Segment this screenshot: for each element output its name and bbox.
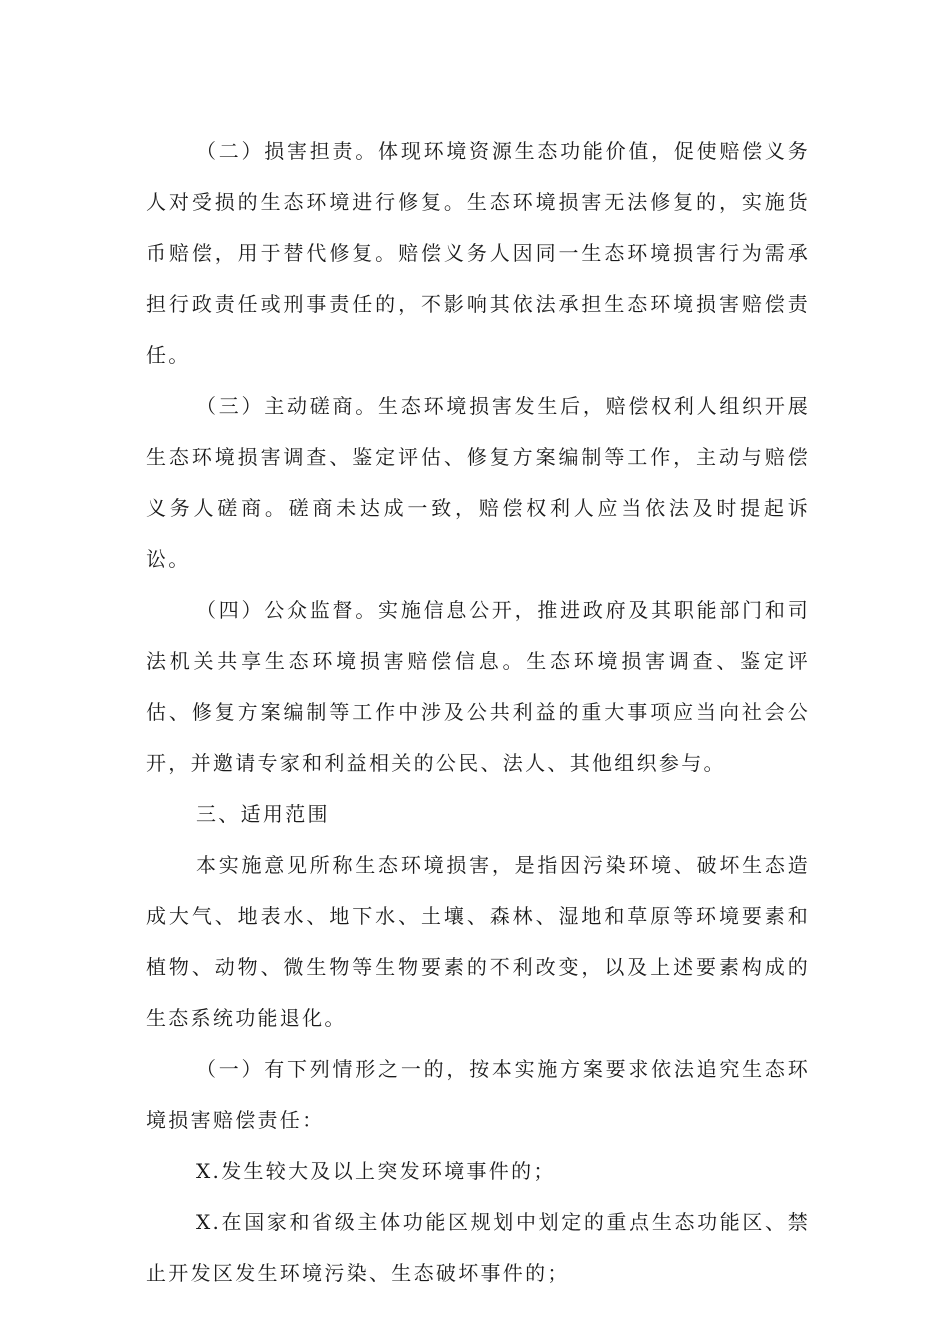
document-body: [146, 126, 810, 1299]
paragraph-public-supervision: （四）公众监督。实施信息公开，推进政府及其职能部门和司法机关共享生态环境损害赔偿信息。生态环境损害调查、鉴定评估、修复方案编制等工作中涉及公共利益的重大事项应当向社会公开，并邀请专家和利益相关的公民、法人、其他组织参与。: [146, 598, 810, 775]
paragraph-damage-liability: （二）损害担责。体现环境资源生态功能价值，促使赔偿义务人对受损的生态环境进行修复。生态环境损害无法修复的，实施货币赔偿，用于替代修复。赔偿义务人因同一生态环境损害行为需承担行政责任或刑事责任的，不影响其依法承担生态环境损害赔偿责任。: [146, 139, 810, 367]
paragraph-active-consultation: （三）主动磋商。生态环境损害发生后，赔偿权利人组织开展生态环境损害调查、鉴定评估、修复方案编制等工作，主动与赔偿义务人磋商。磋商未达成一致，赔偿权利人应当依法及时提起诉讼。: [146, 394, 810, 571]
list-item-1: X.发生较大及以上突发环境事件的；: [196, 1159, 556, 1183]
list-item-2: X.在国家和省级主体功能区规划中划定的重点生态功能区、禁止开发区发生环境污染、生态破坏事件的；: [146, 1210, 810, 1285]
section-heading-scope: 三、适用范围: [196, 802, 330, 826]
paragraph-definition: 本实施意见所称生态环境损害，是指因污染环境、破坏生态造成大气、地表水、地下水、土壤、森林、湿地和草原等环境要素和植物、动物、微生物等生物要素的不利改变，以及上述要素构成的生态系统功能退化。: [146, 853, 810, 1030]
paragraph-circumstances: （一）有下列情形之一的，按本实施方案要求依法追究生态环境损害赔偿责任：: [146, 1057, 810, 1132]
